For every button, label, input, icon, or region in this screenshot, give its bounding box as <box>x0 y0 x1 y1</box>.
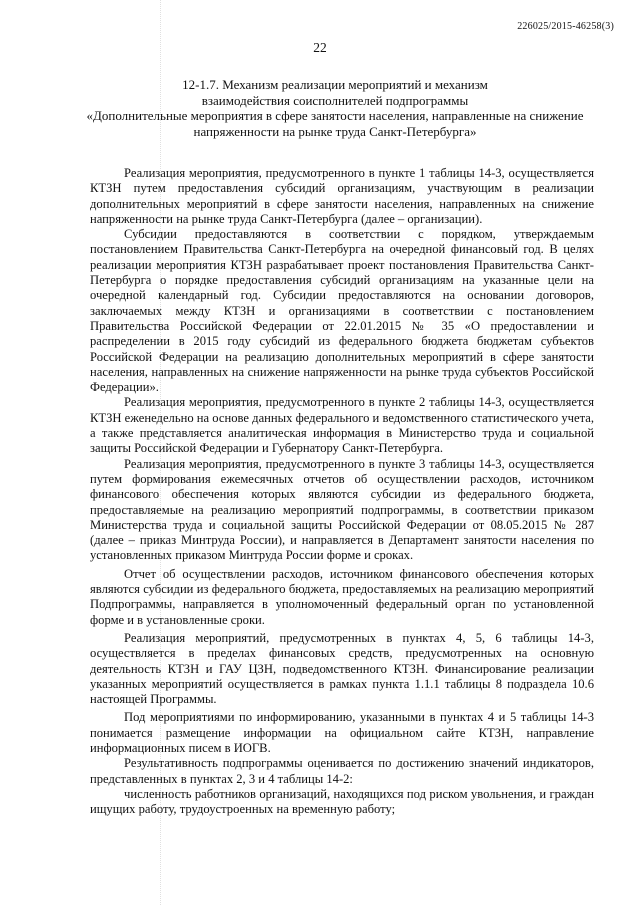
paragraph: Субсидии предоставляются в соответствии с порядком, утверждаемым постановлением Правительства Санкт-Петербурга на очередной финансовый год. В целях реализации мероприятия КТЗН разрабатывает проект постановления Правительства Санкт-Петербурга о порядке предоставления субсидий организациям на указанные цели на очередной календарный год. Субсидии предоставляются на основании договоров, заключаемых между КТЗН и организациями в соответствии с постановлением Правительства Российской Федерации от 22.01.2015 № 35 «О предоставлении и распределении в 2015 году субсидий из федерального бюджета бюджетам субъектов Российской Федерации на реализацию дополнительных мероприятий в сфере занятости населения, направленных на снижение напряженности на рынке труда субъектов Российской Федерации». <box>90 227 594 395</box>
heading-line: взаимодействия соисполнителей подпрограммы <box>201 92 469 108</box>
paragraph: Отчет об осуществлении расходов, источником финансового обеспечения которых являются субсидии из федерального бюджета, предоставляемых на реализацию мероприятий Подпрограммы, направляется в уполномоченный федеральный орган по установленной форме и в установленные сроки. <box>90 566 594 627</box>
paragraph: Реализация мероприятия, предусмотренного в пункте 2 таблицы 14-3, осуществляется КТЗН еженедельно на основе данных федерального и ведомственного статистического учета, а также представляется аналитическая информация в Министерство труда и социальной защиты Российской Федерации и Губернатору Санкт-Петербурга. <box>90 395 594 456</box>
body-text <box>90 166 594 817</box>
paragraph: Реализация мероприятий, предусмотренных в пунктах 4, 5, 6 таблицы 14-3, осуществляется в пределах финансовых средств, предусмотренных на основную деятельность КТЗН и ГАУ ЦЗН, подведомственного КТЗН. Финансирование реализации указанных мероприятий осуществляется в рамках пункта 1.1.1 таблицы 8 подраздела 10.6 настоящей Программы. <box>90 630 594 707</box>
heading-line: 12-1.7. Механизм реализации мероприятий и механизм <box>182 77 488 92</box>
heading-line: напряженности на рынке труда Санкт-Петербурга» <box>193 123 477 139</box>
document-id: 226025/2015-46258(3) <box>517 21 614 32</box>
paragraph: Реализация мероприятия, предусмотренного в пункте 1 таблицы 14-3, осуществляется КТЗН путем предоставления субсидий организациям, участвующим в реализации дополнительных мероприятий в сфере занятости населения, направленных на снижение напряженности на рынке труда Санкт-Петербурга (далее – организации). <box>90 166 594 226</box>
paragraph: численность работников организаций, находящихся под риском увольнения, и граждан ищущих работу, трудоустроенных на временную работу; <box>90 786 594 817</box>
paragraph: Под мероприятиями по информированию, указанными в пунктах 4 и 5 таблицы 14-3 понимается размещение информации на официальном сайте КТЗН, направление информационных писем в ИОГВ. <box>90 710 594 755</box>
page-number: 22 <box>313 40 327 55</box>
section-heading <box>80 77 590 139</box>
paragraph: Реализация мероприятия, предусмотренного в пункте 3 таблицы 14-3, осуществляется путем формирования ежемесячных отчетов об осуществлении расходов, источником финансового обеспечения которых являются субсидии из федерального бюджета, предоставляемые на реализацию мероприятий подпрограммы, в соответствии приказом Министерства труда и социальной защиты Российской Федерации от 08.05.2015 № 287 (далее – приказ Минтруда России), и направляется в Департамент занятости населения по установленных приказом Минтруда России форме и сроках. <box>90 456 594 563</box>
paragraph: Результативность подпрограммы оценивается по достижению значений индикаторов, представленных в пунктах 2, 3 и 4 таблицы 14-2: <box>90 756 594 786</box>
heading-line: «Дополнительные мероприятия в сфере занятости населения, направленные на снижение <box>86 108 584 123</box>
